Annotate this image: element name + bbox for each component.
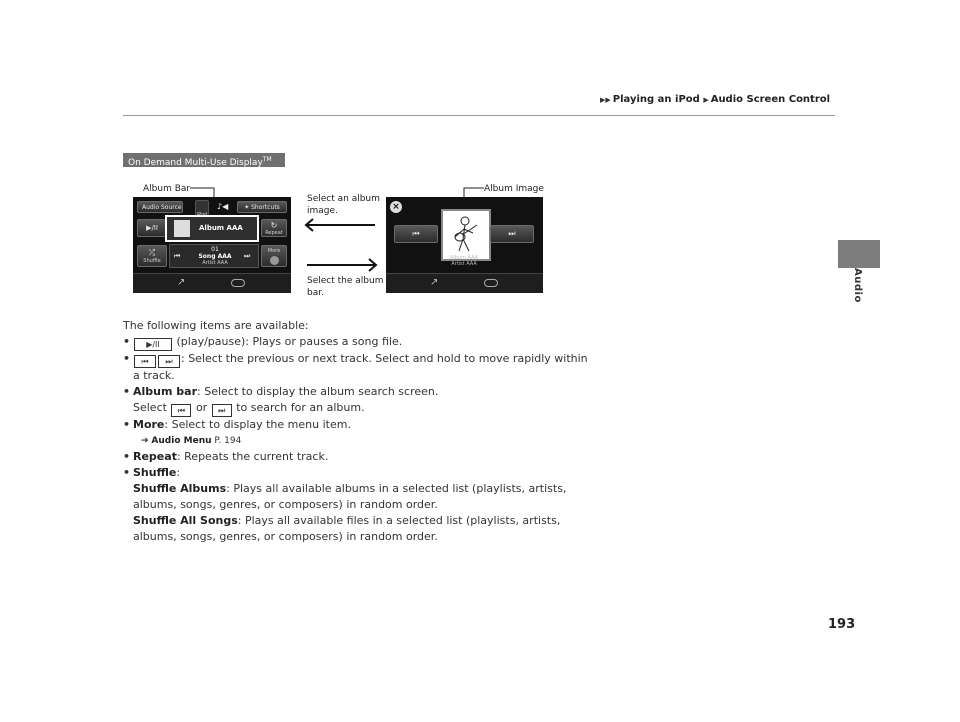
more-item — [123, 417, 583, 433]
repeat-term: Repeat — [133, 450, 177, 463]
album-image-screen — [386, 197, 543, 293]
double-arrow-icon: ▶▶ — [600, 96, 611, 104]
bullet: • — [123, 466, 131, 479]
bullet: • — [123, 385, 131, 398]
more-knob-icon — [270, 256, 279, 265]
header-rule — [123, 115, 835, 116]
shuffle-albums-term: Shuffle Albums — [133, 482, 227, 495]
repeat-item — [123, 449, 583, 465]
shuffle-item — [123, 465, 583, 481]
song-title: Song AAA — [198, 253, 232, 260]
album-bar-desc: : Select to display the album search screen. — [197, 385, 439, 398]
more-term: More — [133, 418, 165, 431]
album-bar-term: Album bar — [133, 385, 198, 398]
play-pause-item — [123, 334, 583, 351]
section-tab-marker — [838, 240, 880, 268]
shuffle-button[interactable] — [137, 245, 167, 267]
skip-forward-icon: ⏭ — [158, 355, 180, 368]
album-name: Album AAA — [449, 255, 479, 261]
album-bar-item — [123, 384, 583, 400]
more-label: More — [267, 248, 281, 254]
shuffle-songs-term: Shuffle All Songs — [133, 514, 238, 527]
music-note-icon: ♪◀ — [217, 202, 229, 211]
xref-title: Audio Menu — [151, 436, 212, 446]
album-search-line — [123, 400, 583, 417]
album-artist: Artist AAA — [451, 261, 477, 267]
skip-back-icon: ⏮ — [134, 355, 156, 368]
track-number: 01 — [211, 246, 219, 253]
select-album-bar-line-1: Select the album — [307, 276, 384, 286]
fan-icon[interactable] — [484, 279, 498, 287]
album-bar[interactable] — [165, 215, 259, 242]
seat-icon[interactable]: ↗ — [177, 277, 186, 288]
select-album-bar-note — [307, 275, 383, 299]
banner-label: On Demand Multi-Use Display — [128, 158, 263, 168]
intro-line: The following items are available: — [123, 319, 309, 332]
album-title: Album AAA — [199, 224, 243, 232]
shuffle-term: Shuffle — [133, 466, 177, 479]
breadcrumb — [600, 94, 830, 105]
xref-arrow-icon: ➔ — [141, 436, 149, 446]
bullet: • — [123, 352, 131, 365]
bullet: • — [123, 450, 131, 463]
callout-album-bar: Album Bar — [143, 184, 191, 194]
fan-icon[interactable] — [231, 279, 245, 287]
breadcrumb-section[interactable]: Playing an iPod — [612, 94, 700, 105]
play-pause-desc: (play/pause): Plays or pauses a song file. — [173, 335, 403, 348]
select-album-bar-line-2: bar. — [307, 288, 324, 298]
display-banner — [123, 153, 285, 167]
more-button[interactable] — [261, 245, 287, 267]
repeat-icon: ↻ — [270, 220, 278, 230]
album-art[interactable] — [441, 209, 491, 261]
audio-source-label: Audio Source — [142, 203, 182, 211]
repeat-button[interactable] — [261, 219, 287, 237]
skip-desc: : Select the previous or next track. Select and hold to move rapidly within — [181, 352, 588, 365]
shuffle-songs-desc: : Plays all available files in a selected list (playlists, artists, — [237, 514, 561, 527]
bottom-bar — [133, 273, 291, 293]
skip-forward-icon: ⏭ — [508, 229, 516, 238]
skip-forward-icon[interactable]: ⏭ — [244, 252, 251, 260]
shortcuts-label: ✦ Shortcuts — [244, 203, 280, 211]
more-desc: : Select to display the menu item. — [164, 418, 351, 431]
section-tab-label: Audio — [852, 268, 863, 303]
album-thumbnail — [174, 220, 190, 237]
bullet: • — [123, 418, 131, 431]
shuffle-label: Shuffle — [143, 258, 161, 264]
skip-back-icon[interactable]: ⏮ — [174, 252, 181, 260]
skip-item — [123, 351, 588, 368]
previous-album-button[interactable] — [394, 225, 438, 243]
breadcrumb-page[interactable]: Audio Screen Control — [710, 94, 831, 105]
bottom-bar — [386, 273, 543, 293]
page-number: 193 — [828, 617, 856, 632]
select-album-image-note — [307, 193, 380, 217]
shuffle-songs-line — [123, 513, 583, 529]
audio-source-button[interactable] — [137, 201, 183, 213]
arrow-right-icon — [305, 258, 379, 272]
audio-menu-xref[interactable] — [123, 433, 583, 449]
skip-desc-continued: a track. — [133, 369, 175, 382]
shuffle-albums-desc: : Plays all available albums in a selected list (playlists, artists, — [226, 482, 567, 495]
search-desc: to search for an album. — [236, 401, 365, 414]
play-pause-button[interactable] — [137, 219, 167, 237]
ipod-main-screen — [133, 197, 291, 293]
track-info-panel — [169, 244, 259, 268]
shuffle-songs-desc-continued: albums, songs, genres, or composers) in random order. — [133, 530, 438, 543]
guitarist-image — [443, 211, 485, 255]
shortcuts-text: Shortcuts — [251, 203, 280, 211]
skip-back-icon: ⏮ — [412, 229, 420, 238]
arrow-icon: ▶ — [703, 96, 709, 104]
or-word: or — [195, 401, 208, 414]
callout-album-image: Album Image — [484, 184, 544, 194]
select-album-image-line-2: image. — [307, 206, 338, 216]
select-album-image-line-1: Select an album — [307, 194, 380, 204]
skip-back-icon: ⏮ — [171, 404, 191, 417]
next-album-button[interactable] — [490, 225, 534, 243]
bullet: • — [123, 335, 131, 348]
artist-name: Artist AAA — [202, 260, 228, 266]
body-text — [123, 318, 588, 545]
close-icon[interactable]: × — [390, 201, 402, 213]
shuffle-albums-desc-continued: albums, songs, genres, or composers) in random order. — [133, 498, 438, 511]
repeat-desc: : Repeats the current track. — [176, 450, 329, 463]
shortcuts-button[interactable] — [237, 201, 287, 213]
select-word: Select — [133, 401, 167, 414]
seat-icon[interactable]: ↗ — [430, 277, 439, 288]
repeat-label: Repeat — [265, 229, 283, 236]
play-pause-icon: ▶/II — [134, 338, 172, 351]
shuffle-albums-line — [123, 481, 583, 497]
xref-page: P. 194 — [214, 436, 242, 446]
shuffle-colon: : — [176, 466, 181, 479]
arrow-left-icon — [303, 218, 377, 232]
play-pause-icon: ▶/II — [146, 224, 158, 232]
trademark-mark: TM — [262, 156, 272, 163]
skip-forward-icon: ⏭ — [212, 404, 232, 417]
shuffle-icon: ⤮ — [148, 248, 156, 257]
